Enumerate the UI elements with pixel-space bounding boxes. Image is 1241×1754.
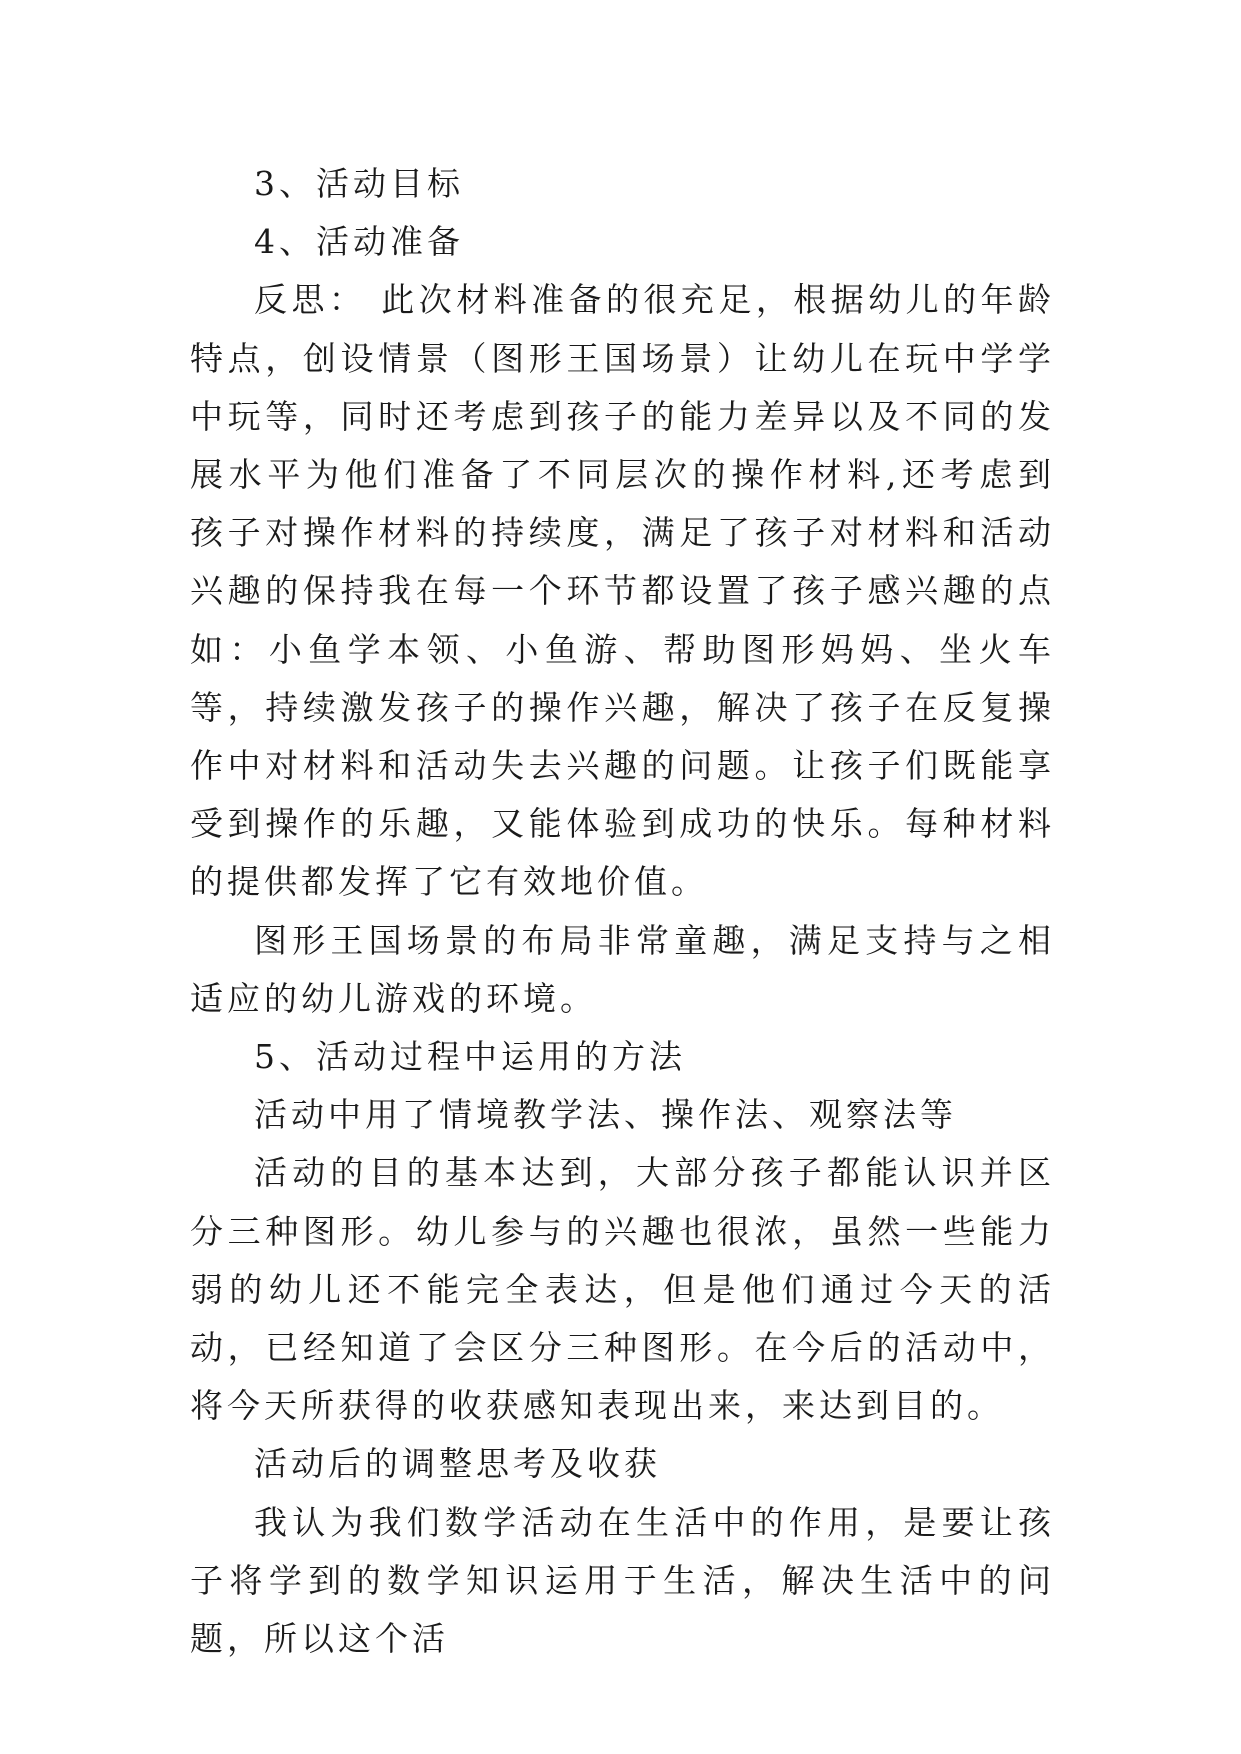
paragraph-outcome: 活动的目的基本达到，大部分孩子都能认识并区分三种图形。幼儿参与的兴趣也很浓，虽然一些能力弱的幼儿还不能完全表达，但是他们通过今天的活动，已经知道了会区分三种图形。在今后的活动中，将今天所获得的收获感知表现出来，来达到目的。 bbox=[190, 1153, 1055, 1426]
section-heading-adjustment: 活动后的调整思考及收获 bbox=[254, 1444, 661, 1484]
paragraph-reflection: 反思： 此次材料准备的很充足，根据幼儿的年龄特点，创设情景（图形王国场景）让幼儿在玩中学学中玩等，同时还考虑到孩子的能力差异以及不同的发展水平为他们准备了不同层次的操作材料,还考虑到孩子对操作材料的持续度，满足了孩子对材料和活动兴趣的保持我在每一个环节都设置了孩子感兴趣的点如：小鱼学本领、小鱼游、帮助图形妈妈、坐火车等，持续激发孩子的操作兴趣，解决了孩子在反复操作中对材料和活动失去兴趣的问题。让孩子们既能享受到操作的乐趣，又能体验到成功的快乐。每种材料的提供都发挥了它有效地价值。 bbox=[190, 280, 1055, 902]
section-heading-preparation: 4、活动准备 bbox=[254, 222, 464, 262]
paragraph-methods-used: 活动中用了情境教学法、操作法、观察法等 bbox=[254, 1095, 957, 1135]
section-heading-goals: 3、活动目标 bbox=[254, 164, 464, 203]
section-heading-methods: 5、活动过程中运用的方法 bbox=[254, 1037, 686, 1077]
paragraph-math-in-life: 我认为我们数学活动在生活中的作用，是要让孩子将学到的数学知识运用于生活，解决生活中的问题，所以这个活 bbox=[190, 1502, 1055, 1659]
document-page bbox=[190, 155, 1055, 1668]
paragraph-scene-layout: 图形王国场景的布局非常童趣，满足支持与之相适应的幼儿游戏的环境。 bbox=[190, 920, 1055, 1018]
